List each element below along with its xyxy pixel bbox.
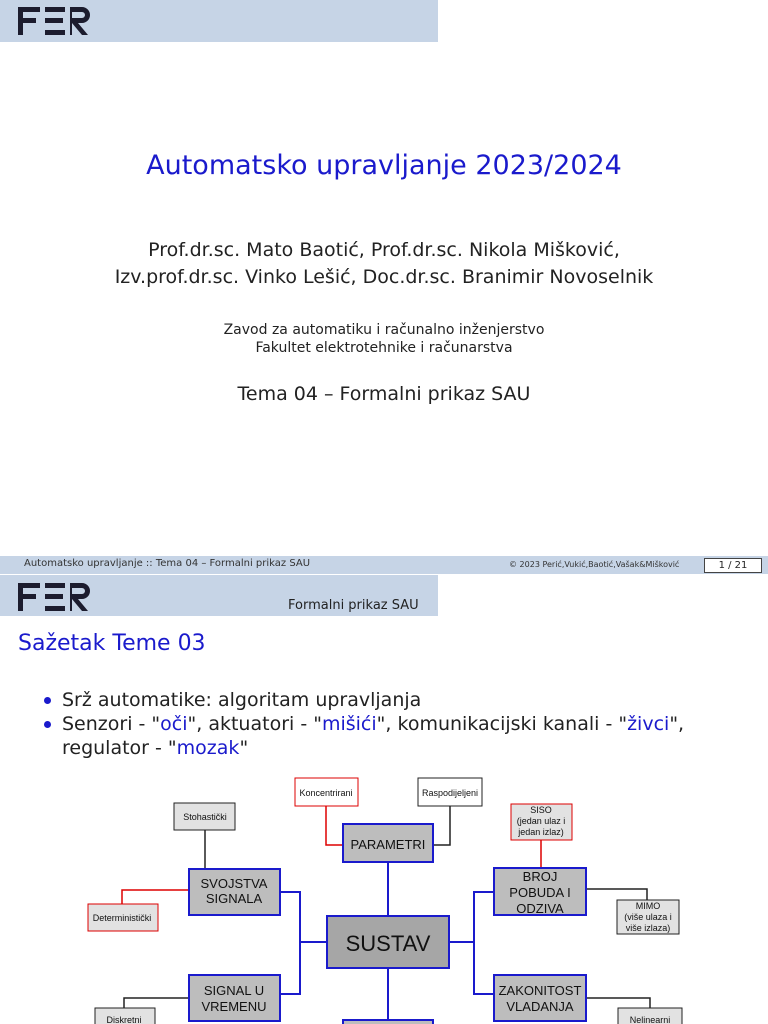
highlight-mozak: mozak — [176, 737, 240, 759]
label-line: VLADANJA — [506, 999, 574, 1014]
highlight-misici: mišići — [321, 713, 377, 735]
authors-line-1: Prof.dr.sc. Mato Baotić, Prof.dr.sc. Nikola Mišković, — [148, 239, 620, 261]
leaf-label: (više ulaza i — [624, 912, 672, 922]
node-broj-pobuda — [494, 868, 586, 916]
leaf-nelinearni — [618, 1008, 682, 1024]
leaf-label: SISO — [530, 805, 552, 815]
page-indicator[interactable]: 1 / 21 — [704, 558, 762, 573]
leaf-label: Koncentrirani — [299, 788, 353, 798]
text: Senzori - " — [62, 713, 161, 735]
authors — [0, 237, 768, 291]
label-line: POBUDA I — [509, 885, 571, 900]
bullet-icon — [44, 697, 51, 704]
node-parametri — [343, 824, 433, 862]
label-line: SVOJSTVA — [200, 876, 268, 891]
leaf-siso — [511, 804, 572, 840]
header-topic-label: Formalni prikaz SAU — [288, 598, 419, 613]
node-signal-u-vremenu — [189, 975, 280, 1021]
fer-logo — [18, 7, 90, 35]
leaf-mimo — [617, 900, 679, 934]
slide-title: Automatsko upravljanje 2023/2024 — [146, 150, 622, 181]
leaf-label: Raspodijeljeni — [421, 788, 479, 798]
bullet-text: Srž automatike: algoritam upravljanja — [62, 689, 422, 711]
label-line: VREMENU — [201, 999, 267, 1014]
bullet-icon — [44, 721, 51, 728]
leaf-deterministicki — [88, 904, 158, 931]
node-parametri-label: PARAMETRI — [350, 837, 426, 852]
text: ", aktuatori - " — [187, 713, 322, 735]
text: regulator - " — [62, 737, 177, 759]
leaf-label: Nelinearni — [629, 1015, 671, 1024]
leaf-label: Diskretni — [106, 1015, 142, 1024]
leaf-label: više izlaza) — [625, 923, 671, 933]
text: ", — [669, 713, 685, 735]
leaf-raspodijeljeni — [418, 778, 482, 806]
text: " — [239, 737, 249, 759]
system-diagram — [0, 770, 768, 1024]
leaf-stohasticki — [174, 803, 235, 830]
topic: Tema 04 – Formalni prikaz SAU — [237, 383, 531, 405]
authors-line-2: Izv.prof.dr.sc. Vinko Lešić, Doc.dr.sc. Branimir Novoselnik — [114, 266, 654, 288]
leaf-label: Deterministički — [92, 913, 152, 923]
bullet-list — [44, 688, 744, 760]
node-zakonitost-vladanja — [494, 975, 586, 1021]
bullet-item-2 — [44, 712, 744, 760]
leaf-label: jedan izlaz) — [518, 827, 564, 837]
footer-copyright: © 2023 Perić,Vukić,Baotić,Vašak&Mišković — [509, 560, 680, 569]
footer-course: Automatsko upravljanje :: Tema 04 – Formalni prikaz SAU — [24, 558, 311, 569]
department — [0, 321, 768, 357]
label-line: ZAKONITOST — [498, 983, 582, 998]
department-line-1: Zavod za automatiku i računalno inženjerstvo — [223, 322, 545, 338]
node-sustav — [327, 916, 449, 968]
label-line: SIGNALA — [205, 891, 263, 906]
text: ", komunikacijski kanali - " — [376, 713, 628, 735]
node-center-bottom — [343, 1020, 433, 1024]
leaf-label: Stohastički — [183, 812, 227, 822]
node-svojstva-signala — [189, 869, 280, 915]
leaf-diskretni — [95, 1008, 155, 1024]
node-sustav-label: SUSTAV — [345, 931, 431, 956]
bullet-item-1 — [44, 688, 744, 712]
section-title: Sažetak Teme 03 — [18, 631, 206, 656]
highlight-zivci: živci — [627, 713, 670, 735]
label-line: ODZIVA — [516, 901, 564, 916]
label-line: SIGNAL U — [203, 983, 265, 998]
leaf-label: (jedan ulaz i — [516, 816, 566, 826]
fer-logo-2 — [18, 583, 90, 611]
label-line: BROJ — [522, 869, 558, 884]
department-line-2: Fakultet elektrotehnike i računarstva — [255, 340, 513, 356]
leaf-koncentrirani — [295, 778, 358, 806]
leaf-label: MIMO — [635, 901, 661, 911]
highlight-oci: oči — [160, 713, 188, 735]
